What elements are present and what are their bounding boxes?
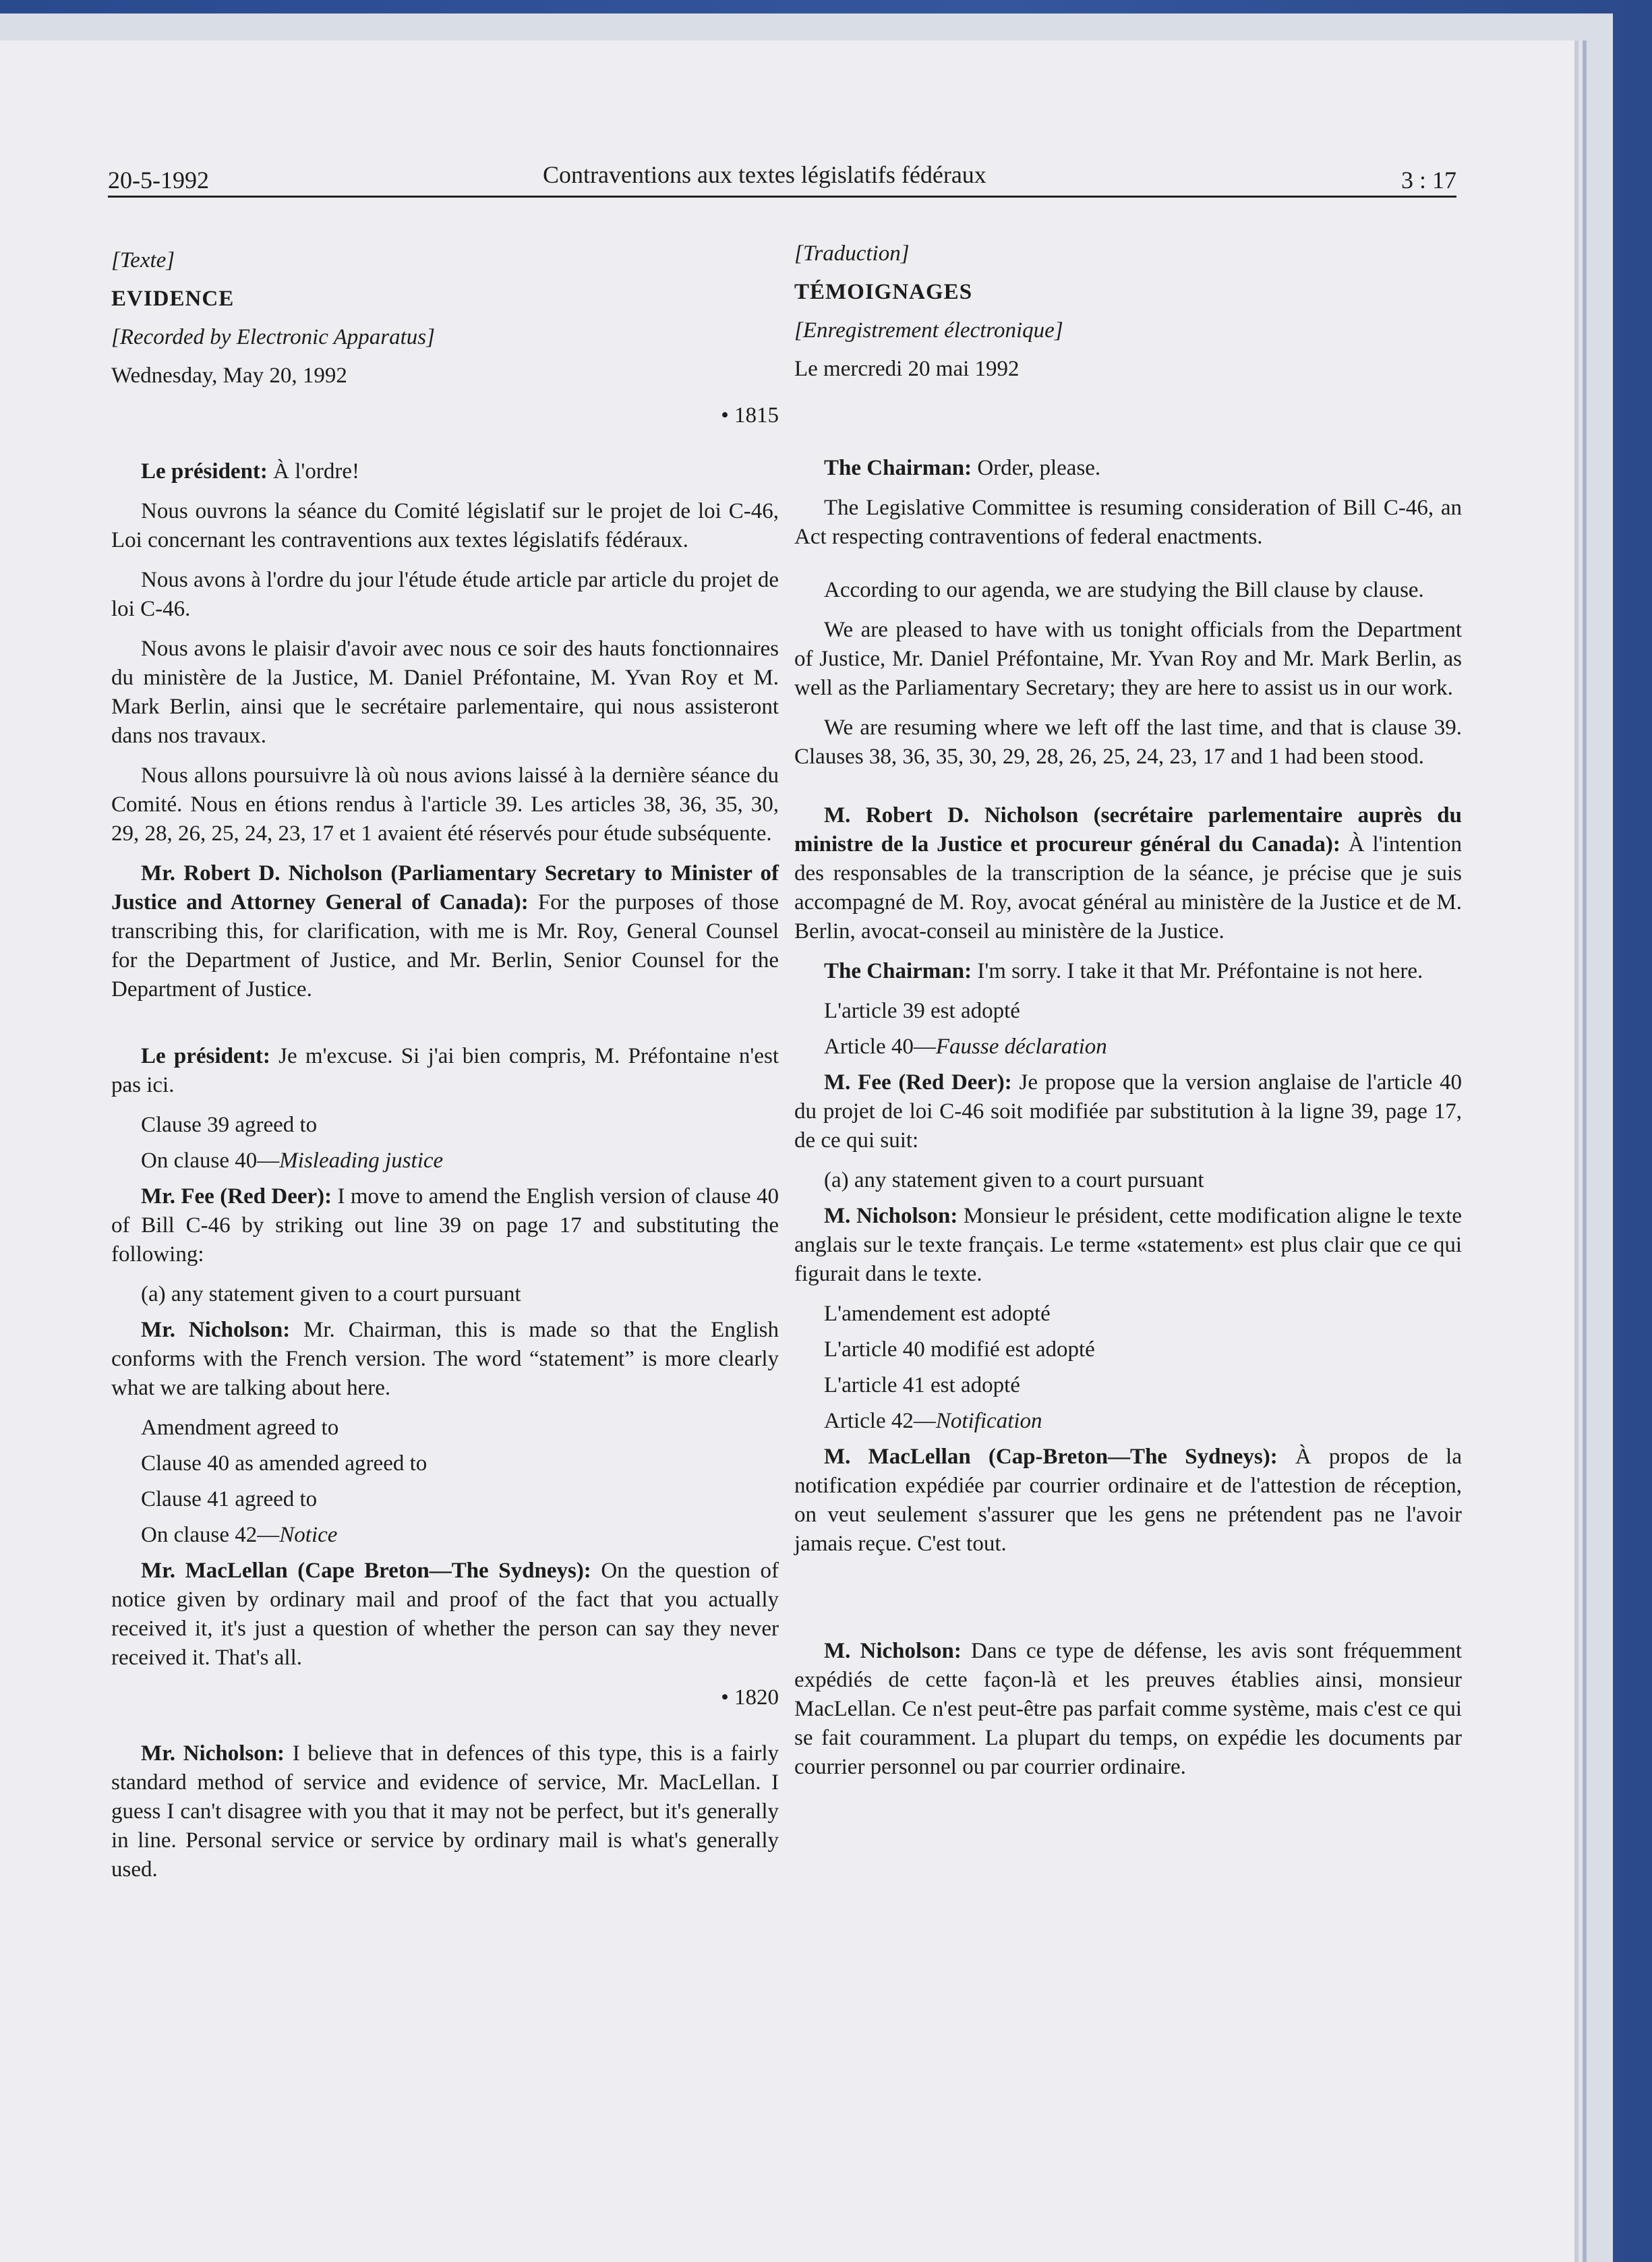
- spacer: [794, 1569, 1462, 1637]
- header-rule: [108, 196, 1456, 198]
- clause-item: L'amendement est adopté: [824, 1302, 1051, 1326]
- paragraph: M. MacLellan (Cap-Breton—The Sydneys): À propos de la notification expédiée par courrier ordinaire et de l'attestion de réception, on veut seulement s'assurer que les gens ne prétendent pas ne l'avoir jamais reçue. C'est tout.: [794, 1445, 1462, 1556]
- paragraph: According to our agenda, we are studying the Bill clause by clause.: [824, 578, 1424, 602]
- clause-item: L'article 39 est adopté: [824, 999, 1020, 1023]
- paragraph: Mr. Nicholson: Mr. Chairman, this is made so that the English conforms with the French version. The word “statement” is more clearly what we are talking about here.: [111, 1318, 779, 1400]
- speaker: Mr. MacLellan (Cape Breton—The Sydneys):: [141, 1559, 591, 1583]
- clause-item: On clause 40—Misleading justice: [141, 1149, 444, 1173]
- paragraph: Mr. Robert D. Nicholson (Parliamentary Secretary to Minister of Justice and Attorney General of Canada): For the purposes of those transcribing this, for clarification, with me is Mr. Roy, General Counsel for the Department of Justice, and Mr. Berlin, Senior Counsel for the Department of Justice.: [111, 861, 779, 1002]
- clause-item: L'article 41 est adopté: [824, 1373, 1020, 1397]
- clause-item: Clause 39 agreed to: [141, 1113, 318, 1137]
- paragraph: Le président: Je m'excuse. Si j'ai bien compris, M. Préfontaine n'est pas ici.: [111, 1044, 779, 1097]
- paragraph: The Chairman: I'm sorry. I take it that Mr. Préfontaine is not here.: [824, 959, 1423, 983]
- paragraph: Le président: À l'ordre!: [141, 459, 359, 484]
- paragraph: We are pleased to have with us tonight officials from the Department of Justice, Mr. Daniel Préfontaine, Mr. Yvan Roy and Mr. Mark Berlin, as well as the Parliamentary Secretary; they are here to assist us in our work.: [794, 618, 1462, 700]
- evidence-heading: EVIDENCE: [111, 287, 235, 311]
- clause-item: Amendment agreed to: [141, 1416, 339, 1440]
- recorded-label: [Recorded by Electronic Apparatus]: [111, 325, 435, 349]
- paragraph: Mr. Fee (Red Deer): I move to amend the English version of clause 40 of Bill C-46 by striking out line 39 on page 17 and substituting the following:: [111, 1184, 779, 1267]
- speaker: Mr. Nicholson:: [141, 1741, 285, 1766]
- date-line: Le mercredi 20 mai 1992: [794, 357, 1020, 381]
- paragraph: We are resuming where we left off the last time, and that is clause 39. Clauses 38, 36, 35, 30, 29, 28, 26, 25, 24, 23, 17 and 1 had been stood.: [794, 716, 1462, 769]
- timestamp: • 1815: [721, 403, 779, 428]
- paragraph: Mr. MacLellan (Cape Breton—The Sydneys): On the question of notice given by ordinary mail and proof of the fact that you actually received it, it's just a question of whether the person can say they never received it. That's all.: [111, 1559, 779, 1670]
- timestamp: • 1820: [721, 1685, 779, 1710]
- clause-item: (a) any statement given to a court pursuant: [824, 1168, 1204, 1192]
- speaker: Le président:: [141, 459, 268, 484]
- speaker: M. Nicholson:: [824, 1204, 958, 1228]
- clause-item: On clause 42—Notice: [141, 1523, 338, 1547]
- document-page: [0, 40, 1574, 2262]
- texte-label: [Texte]: [111, 248, 175, 272]
- speaker: M. MacLellan (Cap-Breton—The Sydneys):: [824, 1445, 1278, 1469]
- header-page-number: 3 : 17: [1400, 167, 1456, 194]
- clause-item: Article 42—Notification: [824, 1409, 1042, 1433]
- date-line: Wednesday, May 20, 1992: [111, 364, 347, 388]
- paragraph: Nous avons le plaisir d'avoir avec nous ce soir des hauts fonctionnaires du ministère de la Justice, M. Daniel Préfontaine, M. Yvan Roy et M. Mark Berlin, ainsi que le secrétaire parlementaire, qui nous assisteront dans nos travaux.: [111, 637, 779, 748]
- paragraph: The Legislative Committee is resuming consideration of Bill C-46, an Act respecting contraventions of federal enactments.: [794, 496, 1462, 549]
- paragraph: M. Fee (Red Deer): Je propose que la version anglaise de l'article 40 du projet de loi C-46 soit modifiée par substitution à la ligne 39, page 17, de ce qui suit:: [794, 1070, 1462, 1153]
- spacer: [794, 782, 1462, 801]
- paragraph: Mr. Nicholson: I believe that in defences of this type, this is a fairly standard method of service and evidence of service, Mr. MacLellan. I guess I can't disagree with you that it may not be perfect, but it's generally in line. Personal service or service by ordinary mail is what's generally used.: [111, 1741, 779, 1882]
- clause-item: (a) any statement given to a court pursuant: [141, 1282, 521, 1306]
- speaker: The Chairman:: [824, 959, 972, 983]
- spacer: [794, 393, 1462, 454]
- paragraph: Nous allons poursuivre là où nous avions laissé à la dernière séance du Comité. Nous en étions rendus à l'article 39. Les articles 38, 36, 35, 30, 29, 28, 26, 25, 24, 23, 17 et 1 avaient été réservés pour étude subséquente.: [111, 763, 779, 846]
- speaker: M. Robert D. Nicholson (secrétaire parlementaire auprès du ministre de la Justice et procureur général du Canada):: [794, 803, 1462, 857]
- speaker: Le président:: [141, 1044, 270, 1068]
- left-column-english-french: [111, 246, 779, 1895]
- traduction-label: [Traduction]: [794, 241, 910, 266]
- paragraph: M. Robert D. Nicholson (secrétaire parlementaire auprès du ministre de la Justice et procureur général du Canada): À l'intention des responsables de la transcription de la séance, je précise que je suis accompagné de M. Roy, avocat général au ministère de la Justice et de M. Berlin, avocat-conseil au ministère de la Justice.: [794, 803, 1462, 944]
- clause-item: Clause 40 as amended agreed to: [141, 1451, 427, 1476]
- clause-item: Clause 41 agreed to: [141, 1487, 318, 1511]
- header-title: Contraventions aux textes législatifs fédéraux: [543, 161, 986, 188]
- enregistrement-label: [Enregistrement électronique]: [794, 318, 1063, 343]
- spacer: [111, 1015, 779, 1042]
- speaker: Mr. Nicholson:: [141, 1318, 291, 1342]
- paragraph: Nous avons à l'ordre du jour l'étude étude article par article du projet de loi C-46.: [111, 568, 779, 621]
- speaker: Mr. Fee (Red Deer):: [141, 1184, 332, 1209]
- speaker: The Chairman:: [824, 456, 972, 480]
- temoignages-heading: TÉMOIGNAGES: [794, 280, 973, 304]
- spacer: [794, 562, 1462, 576]
- header-date: 20-5-1992: [108, 167, 209, 194]
- paragraph: M. Nicholson: Dans ce type de défense, les avis sont fréquemment expédiés de cette façon-là et les preuves établies ainsi, monsieur MacLellan. Ce n'est peut-être pas parfait comme système, mais c'est ce qui se fait couramment. La plupart du temps, on expédie les documents par courrier personnel ou par courrier ordinaire.: [794, 1639, 1462, 1779]
- paragraph: M. Nicholson: Monsieur le président, cette modification aligne le texte anglais sur le texte français. Le terme «statement» est plus clair que ce qui figurait dans le texte.: [794, 1204, 1463, 1286]
- speaker: M. Nicholson:: [824, 1639, 962, 1663]
- speaker: M. Fee (Red Deer):: [824, 1070, 1012, 1095]
- right-column-translation: [794, 239, 1462, 1793]
- page-header: [108, 161, 1456, 201]
- speaker: Mr. Robert D. Nicholson (Parliamentary Secretary to Minister of Justice and Attorney General of Canada):: [111, 861, 779, 915]
- clause-item: Article 40—Fausse déclaration: [824, 1035, 1107, 1059]
- clause-item: L'article 40 modifié est adopté: [824, 1337, 1095, 1362]
- paragraph: The Chairman: Order, please.: [824, 456, 1101, 480]
- paragraph: Nous ouvrons la séance du Comité législatif sur le projet de loi C-46, Loi concernant les contraventions aux textes législatifs fédéraux.: [111, 499, 779, 552]
